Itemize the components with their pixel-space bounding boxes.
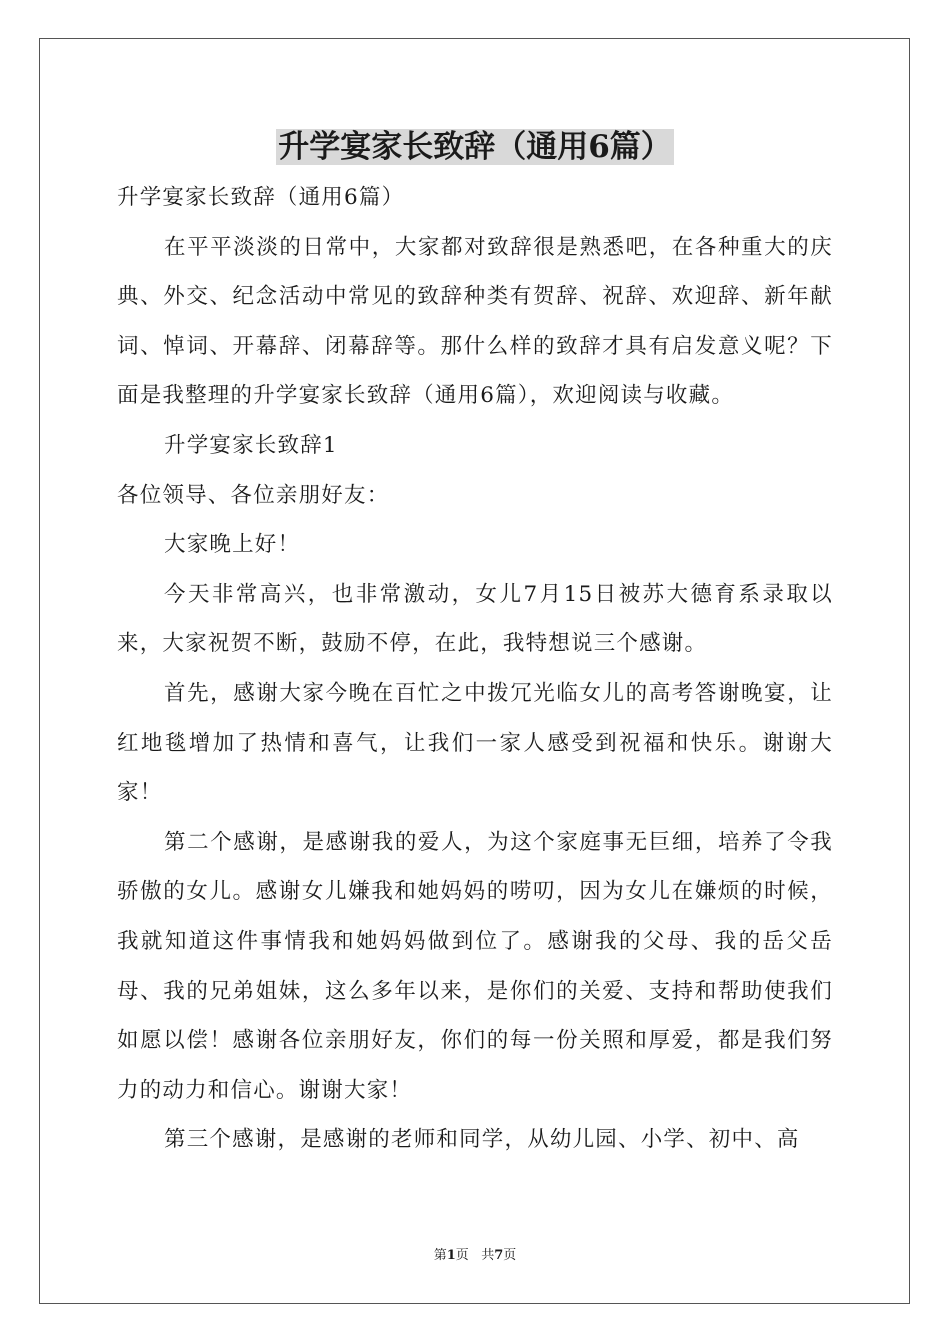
footer-page-suffix: 页	[503, 1248, 517, 1263]
footer-page-mid: 页 共	[455, 1248, 495, 1263]
intro-paragraph: 在平平淡淡的日常中，大家都对致辞很是熟悉吧，在各种重大的庆典、外交、纪念活动中常见的致辞种类有贺辞、祝辞、欢迎辞、新年献词、悼词、开幕辞、闭幕辞等。那什么样的致辞才具有启发意义呢？下面是我整理的升学宴家长致辞（通用6篇），欢迎阅读与收藏。	[117, 234, 833, 409]
body-paragraph: 今天非常高兴，也非常激动，女儿7月15日被苏大德育系录取以来，大家祝贺不断，鼓励不停，在此，我特想说三个感谢。	[117, 581, 833, 657]
document-title-text: 升学宴家长致辞（通用6篇）	[278, 129, 672, 165]
document-body	[117, 173, 833, 1165]
body-paragraph: 第三个感谢，是感谢的老师和同学，从幼儿园、小学、初中、高	[164, 1127, 800, 1153]
page-footer	[0, 1246, 950, 1266]
body-paragraph: 第二个感谢，是感谢我的爱人，为这个家庭事无巨细，培养了令我骄傲的女儿。感谢女儿嫌我和她妈妈的唠叨，因为女儿在嫌烦的时候，我就知道这件事情我和她妈妈做到位了。感谢我的父母、我的岳父岳母、我的兄弟姐妹，这么多年以来，是你们的关爱、支持和帮助使我们如愿以偿！感谢各位亲朋好友，你们的每一份关照和厚爱，都是我们努力的动力和信心。谢谢大家！	[117, 829, 833, 1103]
subtitle-paragraph: 升学宴家长致辞（通用6篇）	[117, 185, 405, 210]
footer-page-total: 7	[494, 1248, 504, 1263]
footer-page-prefix: 第	[433, 1248, 447, 1263]
footer-page-current: 1	[446, 1248, 456, 1263]
document-title	[0, 124, 950, 170]
salutation-paragraph: 各位领导、各位亲朋好友：	[117, 482, 390, 508]
greeting-paragraph: 大家晚上好！	[164, 532, 301, 558]
section-heading: 升学宴家长致辞1	[164, 432, 338, 458]
body-paragraph: 首先，感谢大家今晚在百忙之中拨冗光临女儿的高考答谢晚宴，让红地毯增加了热情和喜气，让我们一家人感受到祝福和快乐。谢谢大家！	[117, 680, 833, 806]
